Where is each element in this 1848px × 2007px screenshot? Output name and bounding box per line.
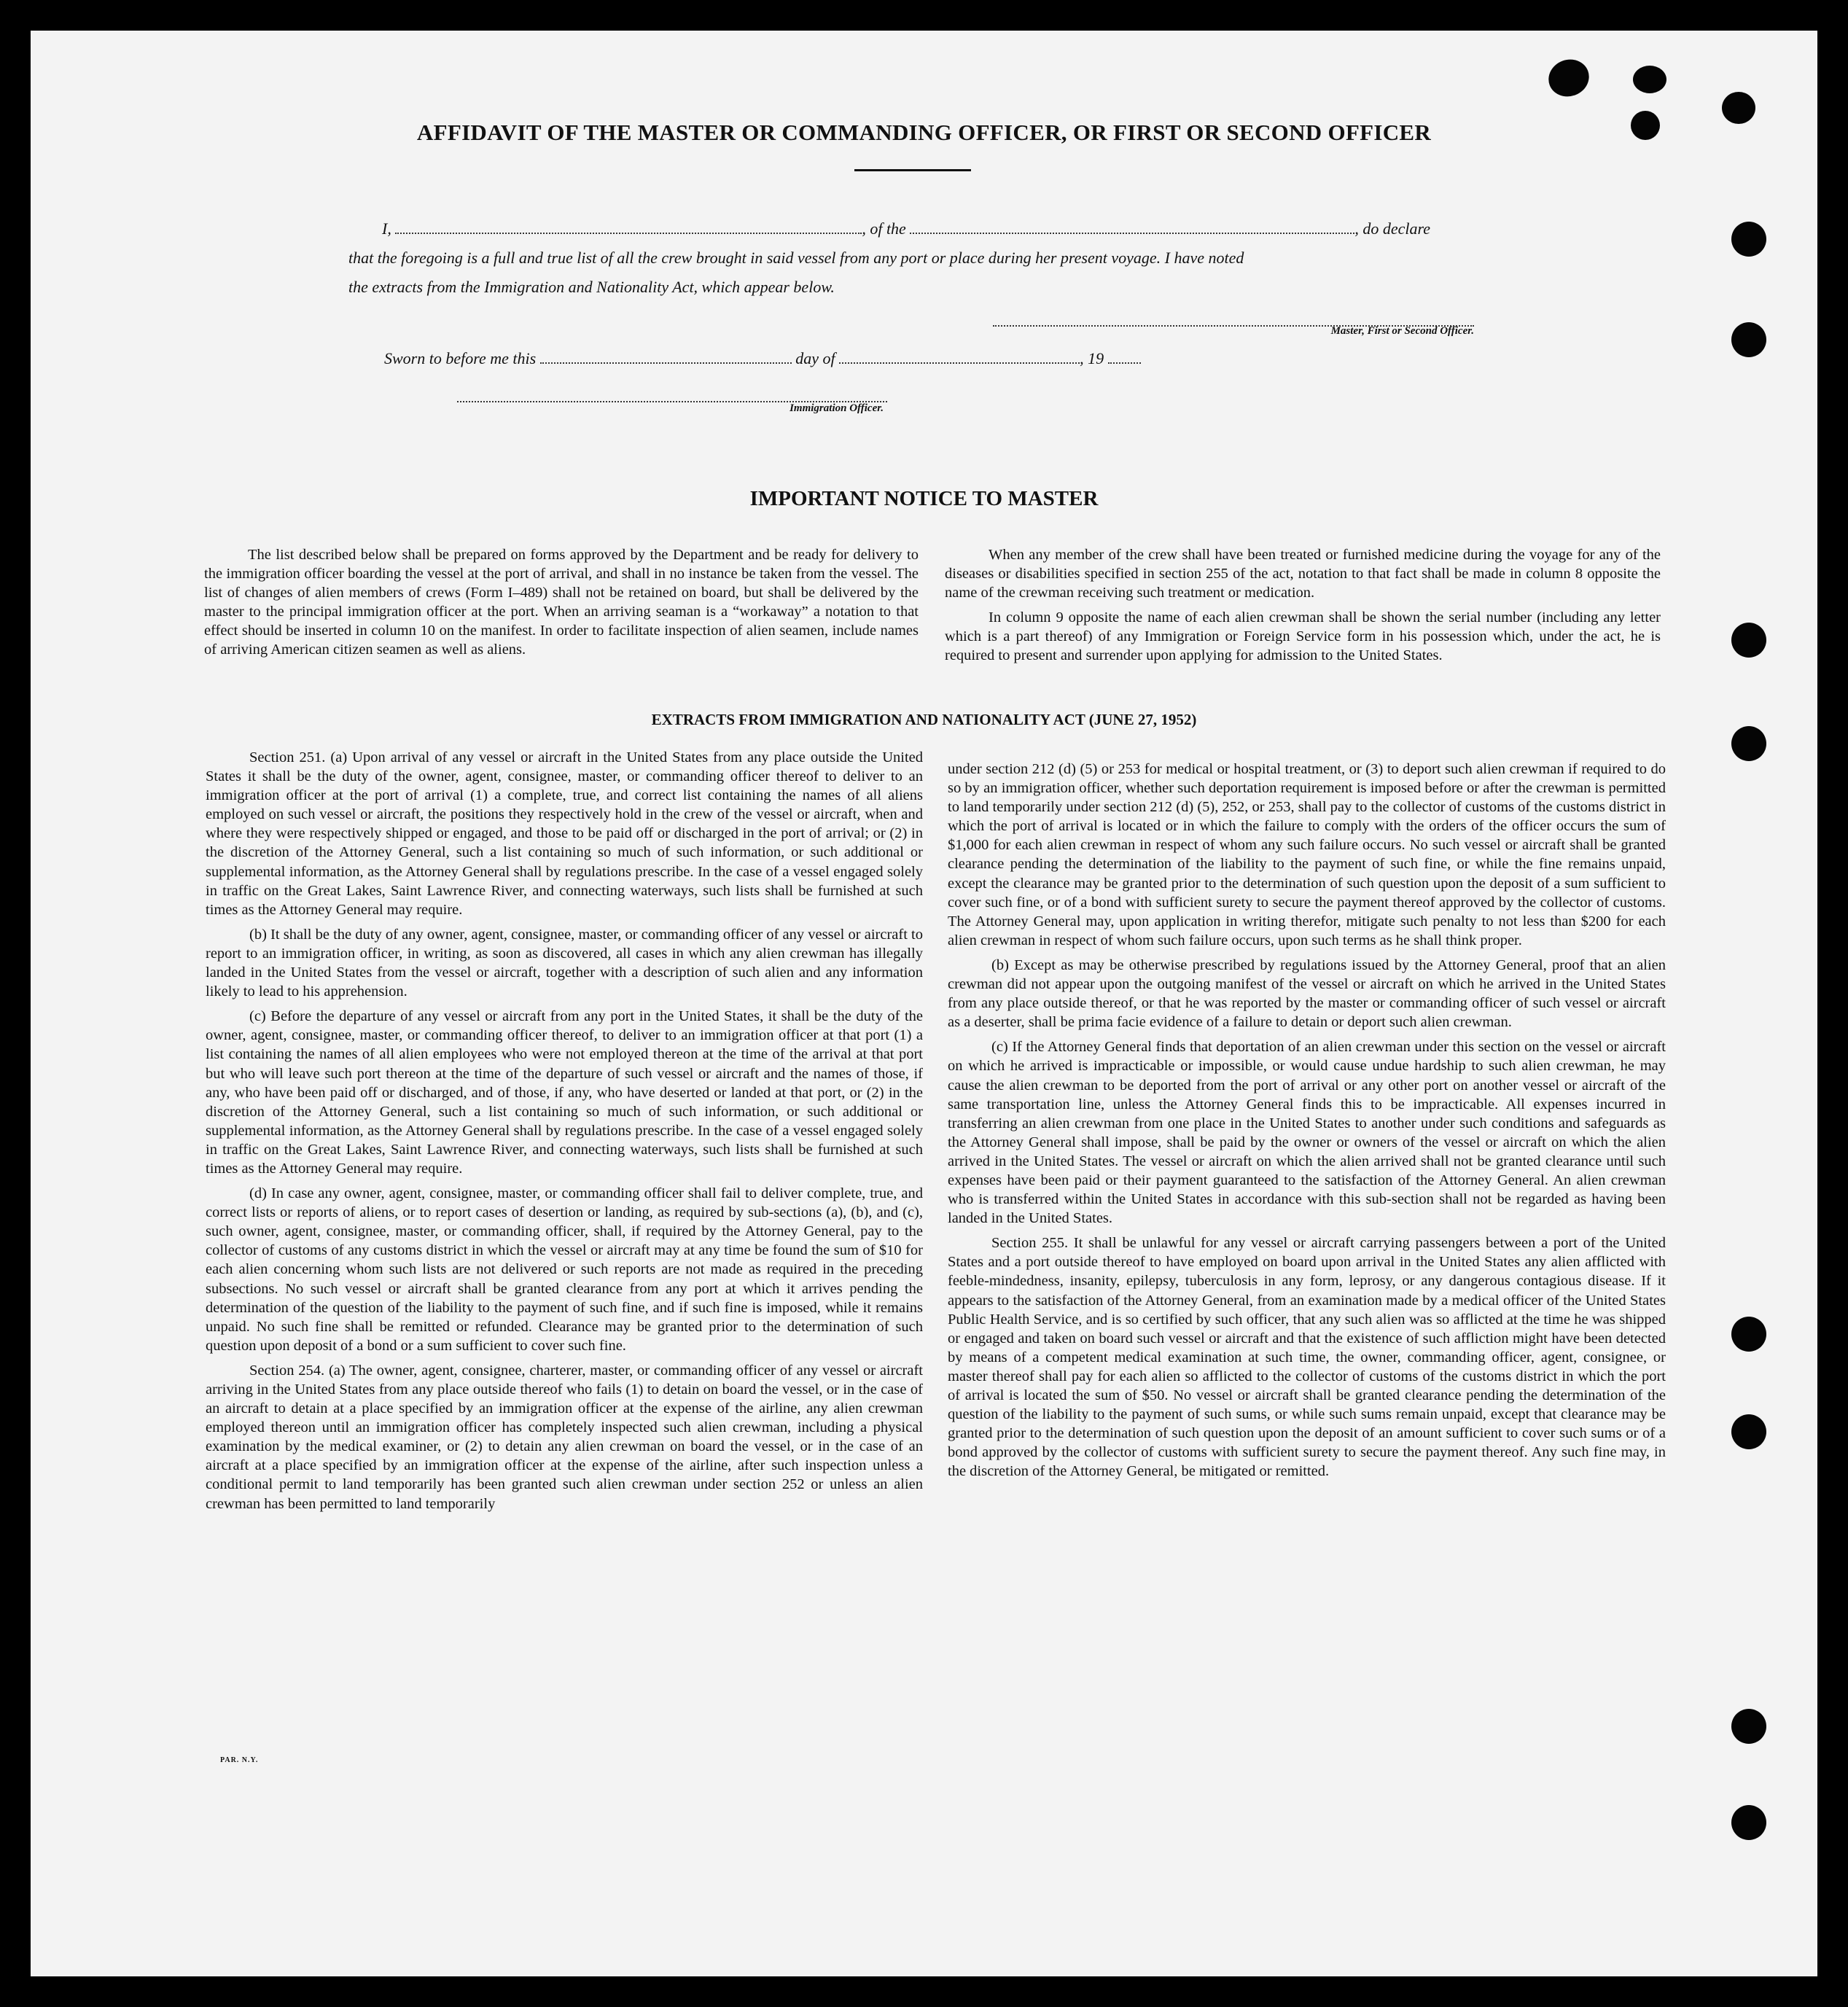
- punch-hole: [1731, 1317, 1766, 1352]
- extract-paragraph: (d) In case any owner, agent, consignee, master, or commanding officer shall fail to deliver complete, true, and correct lists or reports of aliens, or to report cases of desertion or landing, as required by sub-sections (a), (b), and (c), such owner, agent, consignee, master, or commanding officer, shall, if required by the Attorney General, pay to the collector of customs of any customs district in which the vessel or aircraft may at any time be found the sum of $10 for each alien concerning whom such lists are not delivered or such reports are not made as required in the preceding subsections. No such vessel or aircraft shall be granted clearance from any port at which it arrives pending the determination of the question of the liability to the payment of such fine, and if such fine is imposed, while it remains unpaid. No such fine shall be remitted or refunded. Clearance may be granted prior to the determination of such question upon deposit of a bond or a sum sufficient to cover such fine.: [206, 1185, 923, 1354]
- day-of-label: day of: [795, 349, 835, 367]
- notice-left-column: [204, 545, 919, 660]
- i-label: I,: [382, 219, 391, 238]
- punch-hole: [1731, 322, 1766, 357]
- extract-paragraph: Section 254. (a) The owner, agent, consignee, charterer, master, or commanding officer of any vessel or aircraft arriving in the United States from any place outside thereof who fails (1) to detain on board the vessel, or in the case of an aircraft to detain at a place specified by an immigration officer at the expense of the airline, any alien crewman employed thereon until an immigration officer has completely inspected such alien crewman, including a physical examination by the medical examiner, or (2) to detain any alien crewman on board the vessel, or in the case of an aircraft at a place specified by an immigration officer at the expense of the airline, after such inspection unless a conditional permit to land temporarily has been granted such alien crewman under section 252 or unless an alien crewman has been permitted to land temporarily: [206, 1362, 923, 1512]
- ink-blot: [1631, 111, 1660, 140]
- ink-blot: [1722, 92, 1755, 124]
- sworn-year-field[interactable]: [1108, 349, 1141, 364]
- notice-paragraph: The list described below shall be prepared on forms approved by the Department and be ready for delivery to the immigration officer boarding the vessel at the port of arrival, and shall in no instance be taken from the vessel. The list of changes of alien members of crews (Form I–489) shall not be retained on board, but shall be delivered by the master to the principal immigration officer at the port. When an arriving seaman is a “workaway” a notation to that effect should be inserted in column 10 on the manifest. In order to facilitate inspection of alien seamen, include names of arriving American citizen seamen as well as aliens.: [204, 547, 919, 658]
- extract-paragraph: (b) It shall be the duty of any owner, agent, consignee, master, or commanding officer of any vessel or aircraft to report to an immigration officer, in writing, as soon as discovered, all cases in which any alien crewman has illegally landed in the United States from the vessel or aircraft, together with a description of such alien and any information likely to lead to his apprehension.: [206, 926, 923, 1000]
- extract-paragraph: Section 255. It shall be unlawful for any vessel or aircraft carrying passengers between a port of the United States and a port outside thereof to have employed on board upon arrival in the United States any alien afflicted with feeble-mindedness, insanity, epilepsy, tuberculosis in any form, leprosy, or any dangerous contagious disease. If it appears to the satisfaction of the Attorney General, from an examination made by a medical officer of the United States Public Health Service, and is so certified by such officer, that any such alien was so afflicted at the time he was shipped or engaged and taken on board such vessel or aircraft and that the existence of such affliction might have been detected by means of a competent medical examination at such time, the owner, commanding officer, agent, consignee, or master thereof shall pay for each alien so afflicted to the collector of customs of the customs district in which the port of arrival is located the sum of $50. No vessel or aircraft shall be granted clearance pending the determination of the question of the liability to the payment of such sums, or while such sums remain unpaid, except that clearance may be granted prior to the determination of such question upon the deposit of an amount sufficient to cover such sums or of a bond approved by the collector of customs with sufficient surety to secure the payment thereof. Any such fine may, in the discretion of the Attorney General, be mitigated or remitted.: [948, 1235, 1666, 1480]
- punch-hole: [1731, 222, 1766, 257]
- notice-paragraph: In column 9 opposite the name of each alien crewman shall be shown the serial number (including any letter which is a part thereof) of any Immigration or Foreign Service form in his possession which, under the act, he is required to present and surrender upon applying for admission to the United States.: [945, 609, 1661, 664]
- title-rule: [854, 169, 971, 171]
- punch-hole: [1731, 623, 1766, 658]
- punch-hole: [1731, 1805, 1766, 1840]
- master-signature-label: Master, First or Second Officer.: [1330, 325, 1474, 337]
- of-the-label: , of the: [862, 219, 906, 238]
- notice-paragraph: When any member of the crew shall have been treated or furnished medicine during the voyage for any of the diseases or disabilities specified in section 255 of the act, notation to that fact shall be made in column 8 opposite the name of the crewman receiving such treatment or medication.: [945, 547, 1661, 601]
- declaration-line-1: [382, 214, 1519, 243]
- name-field[interactable]: [395, 219, 862, 234]
- sworn-line: [384, 344, 1259, 373]
- ink-blot: [1633, 66, 1666, 93]
- punch-hole: [1731, 1414, 1766, 1449]
- printer-mark: PAR. N.Y.: [220, 1756, 259, 1764]
- affidavit-title: AFFIDAVIT OF THE MASTER OR COMMANDING OFFICER, OR FIRST OR SECOND OFFICER: [416, 120, 1432, 145]
- declaration-line-2: that the foregoing is a full and true list of all the crew brought in said vessel from any port or place during her present voyage. I have noted: [348, 249, 1244, 267]
- sworn-label: Sworn to before me this: [384, 349, 537, 367]
- ink-blot: [1543, 54, 1594, 102]
- immigration-officer-label: Immigration Officer.: [790, 402, 884, 414]
- extract-paragraph: (c) Before the departure of any vessel or aircraft from any port in the United States, it shall be the duty of the owner, agent, consignee, master, or commanding officer thereof, to deliver to an immigration officer at that port (1) a list containing the names of all alien employees who were not employed thereon at the time of the arrival at that port but who will leave such port thereon at the time of the departure of such vessel or aircraft and the names of those, if any, who have been paid off or discharged, and of those, if any, who have deserted or landed at that port, or (2) in the discretion of the Attorney General, such a list containing so much of such information, or such additional or supplemental information, as the Attorney General shall by regulations prescribe. In the case of a vessel engaged solely in traffic on the Great Lakes, Saint Lawrence River, and connecting waterways, such lists shall be furnished at such times as the Attorney General may require.: [206, 1008, 923, 1177]
- notice-right-column: [945, 545, 1661, 666]
- extracts-right-column: [948, 760, 1666, 1481]
- extracts-title: EXTRACTS FROM IMMIGRATION AND NATIONALITY ACT (JUNE 27, 1952): [651, 711, 1197, 728]
- sworn-day-field[interactable]: [540, 349, 792, 364]
- notice-title: IMPORTANT NOTICE TO MASTER: [749, 487, 1099, 510]
- extract-paragraph: (b) Except as may be otherwise prescribed by regulations issued by the Attorney General, proof that an alien crewman did not appear upon the outgoing manifest of the vessel or aircraft on which he arrived in the United States from any place outside thereof, or that he was reported by the master or commanding officer of such vessel or aircraft as a deserter, shall be prima facie evidence of a failure to detain or deport such alien crewman.: [948, 956, 1666, 1031]
- year-label: , 19: [1080, 349, 1104, 367]
- extract-paragraph: Section 251. (a) Upon arrival of any vessel or aircraft in the United States from any place outside the United States it shall be the duty of the owner, agent, consignee, master, or commanding officer thereof to deliver to an immigration officer at the port of arrival (1) a complete, true, and correct list containing the names of all aliens employed on such vessel or aircraft, the positions they respectively hold in the crew of the vessel or aircraft, when and where they were respectively shipped or engaged, and those to be paid off or discharged in the port of arrival; or (2) in the discretion of the Attorney General, such a list containing so much of such information, or such additional or supplemental information, as the Attorney General shall by regulations prescribe. In the case of a vessel engaged solely in traffic on the Great Lakes, Saint Lawrence River, and connecting waterways, such lists shall be furnished at such times as the Attorney General may require.: [206, 749, 923, 918]
- do-declare-label: , do declare: [1354, 219, 1430, 238]
- punch-hole: [1731, 1709, 1766, 1744]
- document-page: [31, 31, 1817, 1976]
- declaration-line-3: the extracts from the Immigration and Nationality Act, which appear below.: [348, 278, 835, 296]
- punch-hole: [1731, 726, 1766, 761]
- immigration-officer-line[interactable]: [457, 394, 887, 402]
- sworn-month-field[interactable]: [839, 349, 1080, 364]
- vessel-field[interactable]: [910, 219, 1354, 234]
- extracts-left-column: [206, 748, 923, 1513]
- extract-paragraph: (c) If the Attorney General finds that deportation of an alien crewman under this section on the vessel or aircraft on which he arrived is impracticable or impossible, or would cause undue hardship to such alien crewman, he may cause the alien crewman to be deported from the port of arrival or any other port on another vessel or aircraft of the same transportation line, unless the Attorney General finds this to be impracticable. All expenses incurred in transferring an alien crewman from one place in the United States to another under such conditions and safeguards as the Attorney General shall impose, shall be paid by the owner or owners of the vessel or aircraft on which the alien arrived in the United States. The vessel or aircraft on which the alien arrived shall not be granted clearance until such expenses have been paid or their payment guaranteed to the satisfaction of the Attorney General. An alien crewman who is transferred within the United States in accordance with this sub-section shall not be regarded as having been landed in the United States.: [948, 1039, 1666, 1227]
- extract-paragraph: under section 212 (d) (5) or 253 for medical or hospital treatment, or (3) to deport such alien crewman if required to do so by an immigration officer, whether such deportation requirement is imposed before or after the crewman is permitted to land temporarily under section 212 (d) (5), 252, or 253, shall pay to the collector of customs of the customs district in which the port of arrival is located or in which the failure to comply with the orders of the officer occurs the sum of $1,000 for each alien crewman in respect of whom any such failure occurs. No such vessel or aircraft shall be granted clearance pending the determination of the liability to the payment of such fine, or while the fine remains unpaid, except the clearance may be granted prior to the determination of such question upon the deposit of a sum sufficient to cover such fine, or of a bond with sufficient surety to secure the payment thereof approved by the collector of customs. The Attorney General may, upon application in writing therefor, mitigate such penalty to not less than $200 for each alien crewman in respect of whom such failure occurs, upon such terms as he shall think proper.: [948, 761, 1666, 948]
